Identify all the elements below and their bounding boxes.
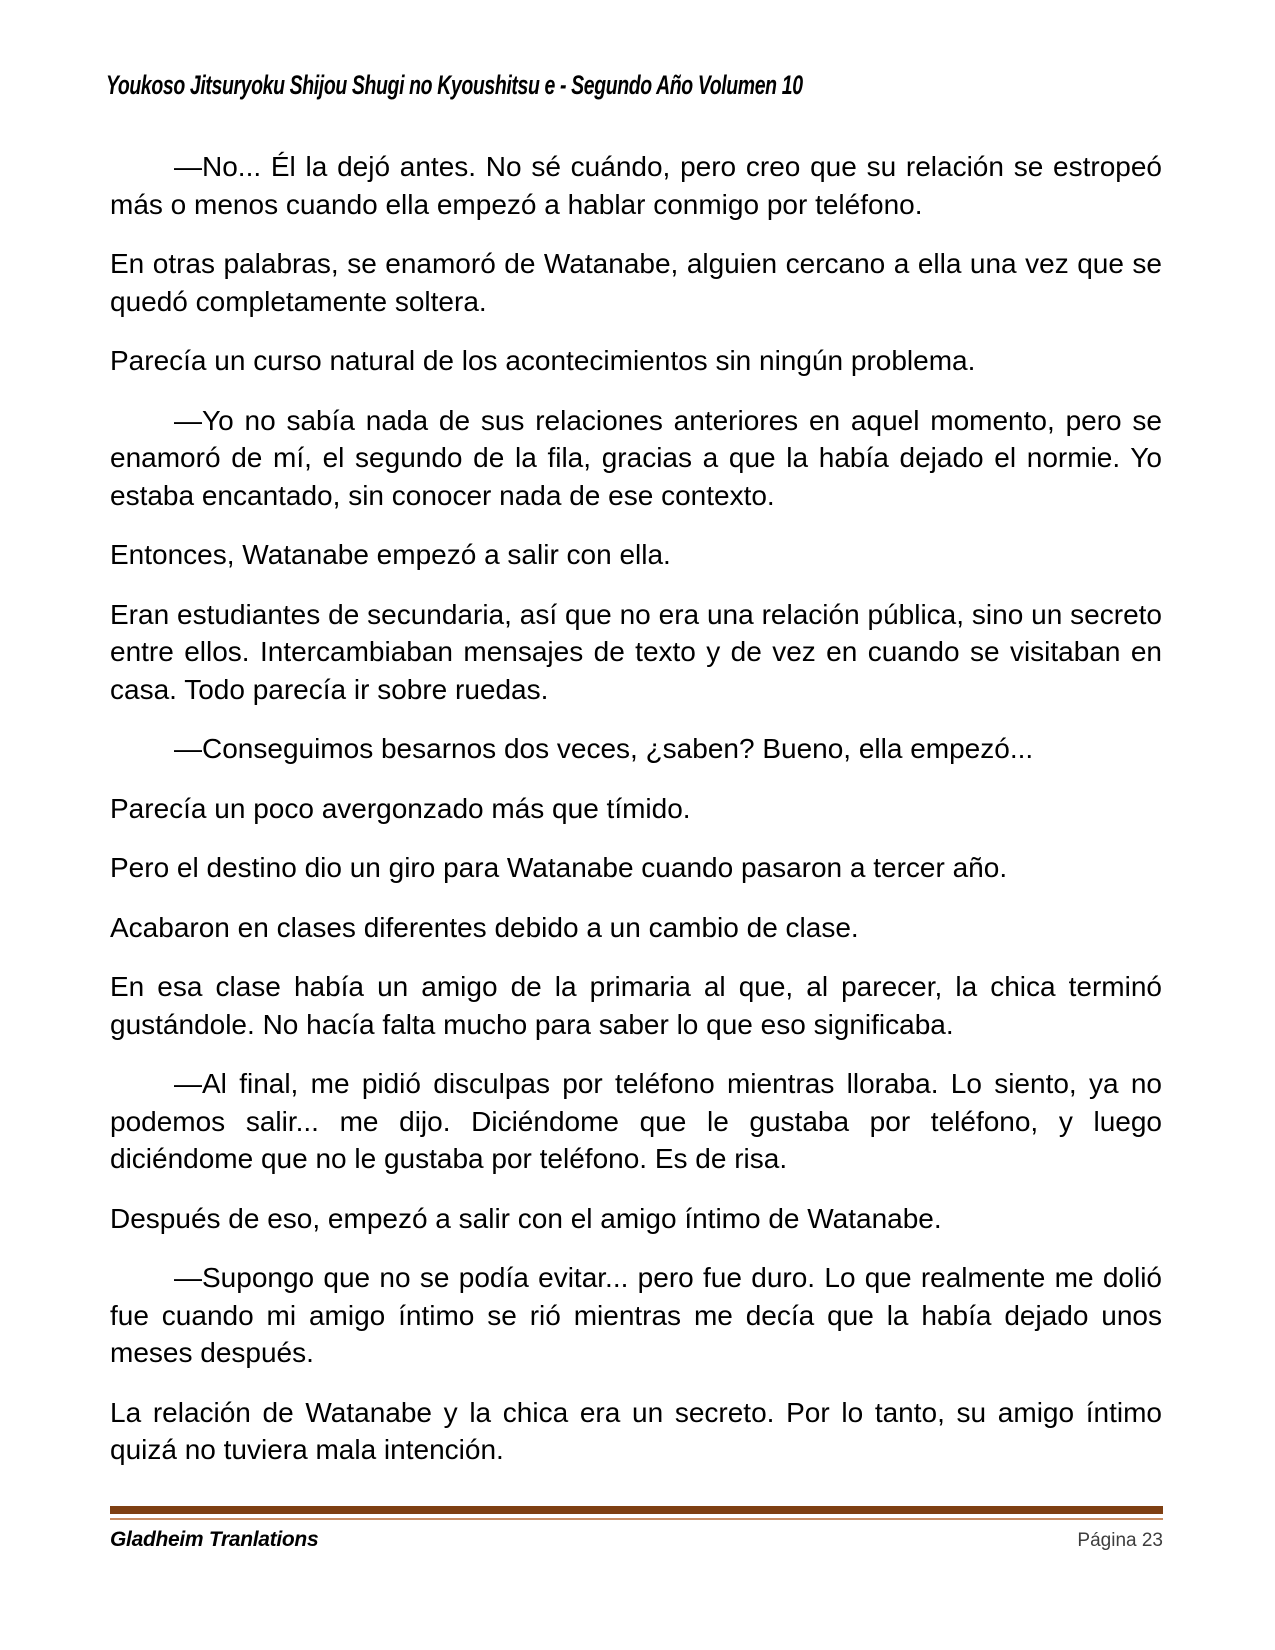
footer-translator-name: Gladheim Tranlations [110,1528,319,1551]
footer-divider-thick [110,1506,1163,1514]
paragraph: Eran estudiantes de secundaria, así que no era una relación pública, sino un secreto entre ellos. Intercambiaban mensajes de texto y de vez en cuando se visitaban en casa. Todo parecía ir sobre ruedas. [110,598,1162,705]
page-header-title: Youkoso Jitsuryoku Shijou Shugi no Kyoushitsu e - Segundo Año Volumen 10 [106,70,803,100]
footer-row [110,1528,1163,1552]
paragraph: —Al final, me pidió disculpas por teléfono mientras lloraba. Lo siento, ya no podemos salir... me dijo. Diciéndome que le gustaba por teléfono, y luego diciéndome que no le gustaba por teléfono. Es de risa. [110,1068,1162,1174]
paragraph: Parecía un curso natural de los acontecimientos sin ningún problema. [110,345,976,376]
footer-divider-thin [110,1518,1163,1520]
paragraph: —Yo no sabía nada de sus relaciones anteriores en aquel momento, pero se enamoró de mí, el segundo de la fila, gracias a que la había dejado el normie. Yo estaba encantado, sin conocer nada de ese contexto. [110,404,1162,511]
paragraph: Acabaron en clases diferentes debido a un cambio de clase. [110,911,859,943]
paragraph: —Conseguimos besarnos dos veces, ¿saben? Bueno, ella empezó... [174,733,1034,764]
paragraph: La relación de Watanabe y la chica era un secreto. Por lo tanto, su amigo íntimo quizá no tuviera mala intención. [110,1396,1162,1465]
paragraph: En esa clase había un amigo de la primaria al que, al parecer, la chica terminó gustándole. No hacía falta mucho para saber lo que eso significaba. [110,971,1162,1040]
paragraph: —Supongo que no se podía evitar... pero fue duro. Lo que realmente me dolió fue cuando mi amigo íntimo se rió mientras me decía que la había dejado unos meses después. [110,1262,1162,1368]
paragraph: Después de eso, empezó a salir con el amigo íntimo de Watanabe. [110,1202,942,1234]
footer-page-number: Página 23 [1077,1530,1163,1551]
paragraph: Pero el destino dio un giro para Watanabe cuando pasaron a tercer año. [110,852,1008,883]
paragraph: En otras palabras, se enamoró de Watanabe, alguien cercano a ella una vez que se quedó completamente soltera. [110,248,1162,317]
paragraph: —No... Él la dejó antes. No sé cuándo, pero creo que su relación se estropeó más o menos cuando ella empezó a hablar conmigo por teléfono. [110,151,1162,220]
paragraph: Parecía un poco avergonzado más que tímido. [110,792,691,824]
body-text [110,148,1162,1491]
paragraph: Entonces, Watanabe empezó a salir con ella. [110,539,671,570]
page-footer [110,1506,1163,1552]
